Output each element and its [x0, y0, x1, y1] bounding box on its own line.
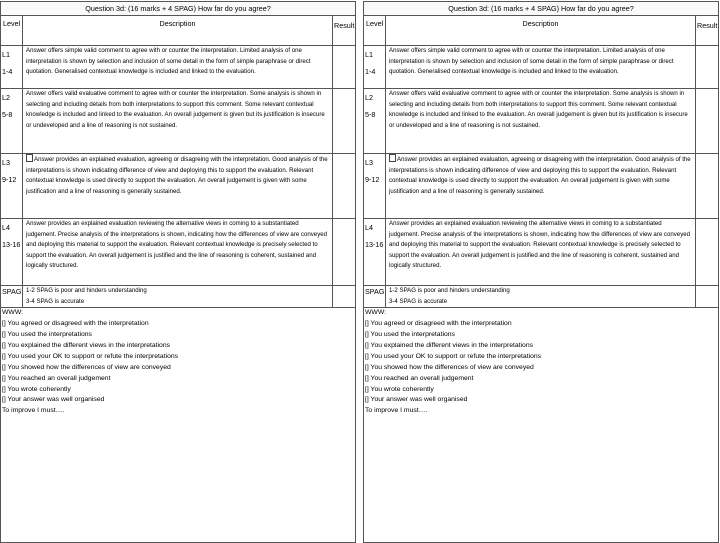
level-description: Answer offers simple valid comment to agree with or counter the interpretation. Limited analysis of one interpretation is shown by selection and inclusion of some detail in the form of simple paraphrase or direct quotation. Generalised contextual knowledge is included and linked to the evaluation. — [386, 46, 696, 89]
level-code: L4 — [365, 223, 373, 232]
result-cell[interactable] — [696, 286, 719, 308]
bullet-box-icon — [26, 154, 33, 162]
checklist-item[interactable]: [] You used your OK to support or refute the interpretations — [365, 352, 542, 360]
level-header: Level — [364, 16, 386, 46]
mark-scheme-table — [0, 1, 356, 308]
checklist-item[interactable]: [] You used your OK to support or refute the interpretations — [2, 352, 179, 360]
mark-sheet-right — [363, 1, 718, 539]
description-header: Description — [23, 16, 333, 46]
level-row — [364, 46, 719, 89]
level-description: Answer offers simple valid comment to agree with or counter the interpretation. Limited analysis of one interpretation is shown by selection and inclusion of some detail in the form of simple paraphrase or direct quotation. Generalised contextual knowledge is included and linked to the evaluation. — [23, 46, 333, 89]
level-marks: 13-16 — [2, 240, 21, 249]
www-label: WWW: — [365, 309, 387, 317]
checklist-item[interactable]: [] You agreed or disagreed with the interpretation — [2, 320, 149, 328]
level-marks: 5-8 — [2, 110, 13, 119]
level-code: L1 — [365, 50, 373, 59]
level-row — [364, 89, 719, 154]
spag-line: 1-2 SPAG is poor and hinders understanding — [389, 287, 510, 294]
level-marks: 1-4 — [365, 67, 376, 76]
level-row — [1, 154, 356, 219]
level-code: L3 — [365, 158, 373, 167]
result-header: Result — [696, 16, 719, 46]
result-cell[interactable] — [696, 154, 719, 219]
level-row — [364, 219, 719, 286]
description-header: Description — [386, 16, 696, 46]
level-code: L2 — [365, 93, 373, 102]
level-row — [1, 46, 356, 89]
result-header: Result — [333, 16, 356, 46]
level-marks: 13-16 — [365, 240, 384, 249]
question-title: Question 3d: (16 marks + 4 SPAG) How far do you agree? — [364, 2, 719, 16]
checklist-item[interactable]: [] You reached an overall judgement — [2, 374, 111, 382]
level-description: Answer provides an explained evaluation reviewing the alternative views in coming to a substantiated judgement. Precise analysis of the interpretations is shown, indicating how the differences of view are conveyed and deploying this material to support the evaluation. Relevant contextual knowledge is precisely selected to support the evaluation. An overall judgement is justified and the line of reasoning is coherent, sustained and logically structured. — [23, 219, 333, 286]
level-row — [1, 219, 356, 286]
result-cell[interactable] — [696, 219, 719, 286]
result-cell[interactable] — [333, 286, 356, 308]
question-title: Question 3d: (16 marks + 4 SPAG) How far do you agree? — [1, 2, 356, 16]
level-row — [1, 89, 356, 154]
checklist-item[interactable]: [] You wrote coherently — [365, 385, 434, 393]
level-description: Answer provides an explained evaluation, agreeing or disagreing with the interpretation. Good analysis of the interpretations is shown indicating difference of view and deploying this to support the evaluation. Relevant contextual knowledge is used directly to support the evaluation. An overall judgement is given with some justification and a line of reasoning is generally sustained. — [389, 156, 691, 195]
result-cell[interactable] — [333, 46, 356, 89]
checklist-item[interactable]: [] You showed how the differences of view are conveyed — [365, 363, 534, 371]
level-code: L1 — [2, 50, 10, 59]
checklist-item[interactable]: [] Your answer was well organised — [2, 396, 105, 404]
www-label: WWW: — [2, 309, 24, 317]
level-description: Answer offers valid evaluative comment to agree with or counter the interpretation. Some analysis is shown in selecting and including details from both interpretations to support this comment. Some relevant contextual knowledge is included and linked to the evaluation. An overall judgement is given but its justification is insecure or undeveloped and a line of reasoning is not sustained. — [23, 89, 333, 154]
checklist-item[interactable]: [] You reached an overall judgement — [365, 374, 474, 382]
spag-line: 3-4 SPAG is accurate — [389, 297, 448, 305]
level-code: L4 — [2, 223, 10, 232]
spag-line: 3-4 SPAG is accurate — [26, 297, 85, 305]
checklist-item[interactable]: [] You showed how the differences of view are conveyed — [2, 363, 171, 371]
checklist-item[interactable]: [] You explained the different views in the interpretations — [2, 341, 171, 349]
level-description: Answer provides an explained evaluation reviewing the alternative views in coming to a substantiated judgement. Precise analysis of the interpretations is shown, indicating how the differences of view are conveyed and deploying this material to support the evaluation. Relevant contextual knowledge is precisely selected to support the evaluation. An overall judgement is justified and the line of reasoning is coherent, sustained and logically structured. — [386, 219, 696, 286]
feedback-box[interactable] — [0, 308, 356, 543]
mark-scheme-table — [363, 1, 719, 308]
level-marks: 9-12 — [2, 175, 17, 184]
result-cell[interactable] — [696, 46, 719, 89]
result-cell[interactable] — [333, 89, 356, 154]
result-cell[interactable] — [333, 219, 356, 286]
level-marks: 1-4 — [2, 67, 13, 76]
level-header: Level — [1, 16, 23, 46]
spag-line: 1-2 SPAG is poor and hinders understanding — [26, 287, 147, 294]
improve-label: To improve I must…. — [2, 407, 65, 415]
checklist-item[interactable]: [] You wrote coherently — [2, 385, 71, 393]
level-code: L3 — [2, 158, 10, 167]
checklist-item[interactable]: [] You used the interpretations — [2, 331, 92, 338]
checklist-item[interactable]: [] You agreed or disagreed with the interpretation — [365, 320, 512, 328]
checklist-item[interactable]: [] Your answer was well organised — [365, 396, 468, 404]
level-description: Answer provides an explained evaluation, agreeing or disagreing with the interpretation. Good analysis of the interpretations is shown indicating difference of view and deploying this to support the evaluation. Relevant contextual knowledge is used directly to support the evaluation. An overall judgement is given with some justification and a line of reasoning is generally sustained. — [26, 156, 328, 195]
checklist-item[interactable]: [] You used the interpretations — [365, 331, 455, 338]
checklist-item[interactable]: [] You explained the different views in the interpretations — [365, 341, 534, 349]
level-row — [364, 154, 719, 219]
result-cell[interactable] — [696, 89, 719, 154]
level-description: Answer offers valid evaluative comment to agree with or counter the interpretation. Some analysis is shown in selecting and including details from both interpretations to support this comment. Some relevant contextual knowledge is included and linked to the evaluation. An overall judgement is given but its justification is insecure or undeveloped and a line of reasoning is not sustained. — [386, 89, 696, 154]
spag-row — [1, 286, 356, 308]
spag-row — [364, 286, 719, 308]
level-marks: 9-12 — [365, 175, 380, 184]
level-marks: 5-8 — [365, 110, 376, 119]
bullet-box-icon — [389, 154, 396, 162]
mark-sheet-left — [0, 1, 355, 539]
improve-label: To improve I must…. — [365, 407, 428, 415]
level-code: L2 — [2, 93, 10, 102]
spag-level: SPAG — [1, 286, 23, 308]
result-cell[interactable] — [333, 154, 356, 219]
spag-level: SPAG — [364, 286, 386, 308]
feedback-box[interactable] — [363, 308, 719, 543]
